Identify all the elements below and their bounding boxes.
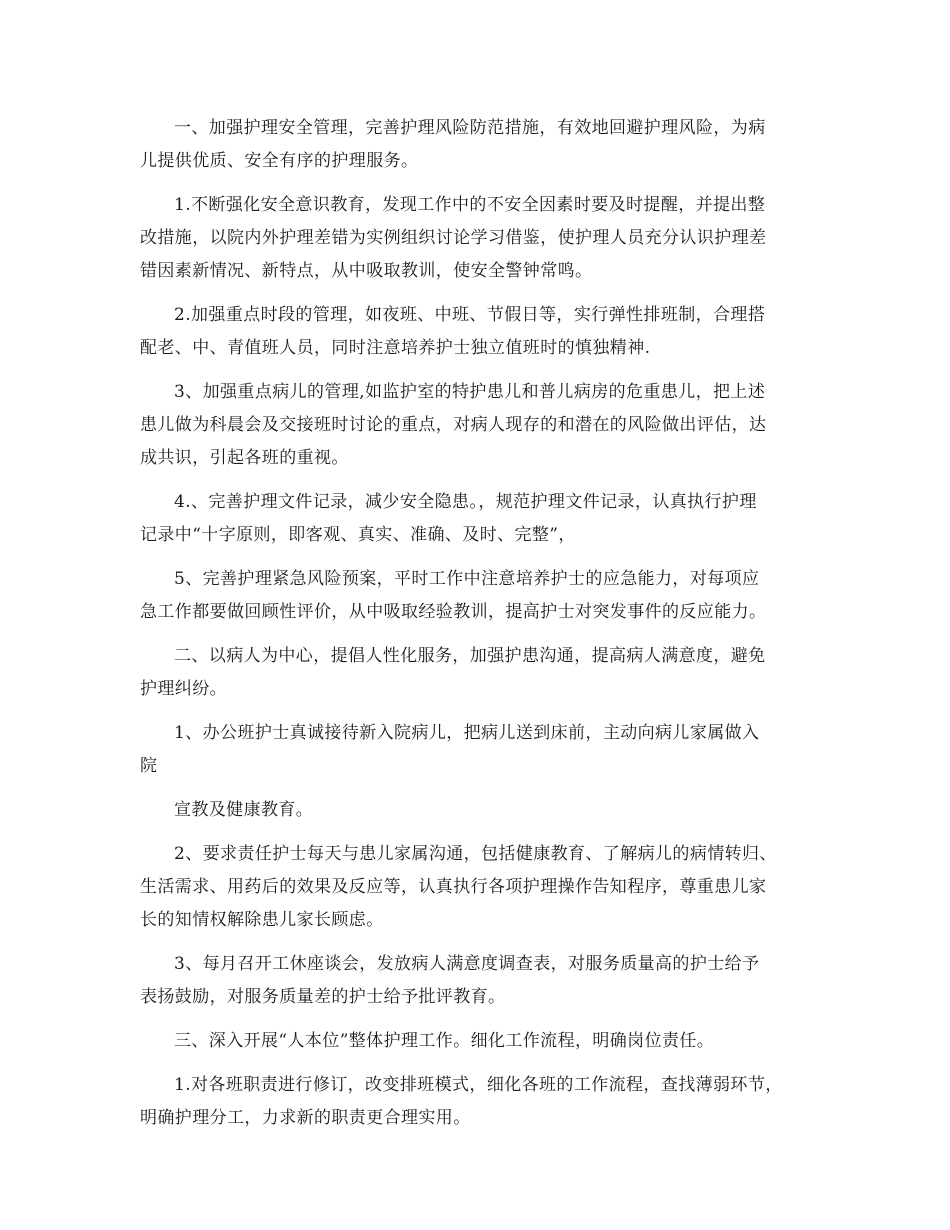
- text-line: 错因素新情况、新特点，从中吸取教训，使安全警钟常鸣。: [140, 261, 593, 281]
- paragraph-section-1-heading: [140, 112, 820, 178]
- paragraph-item-1-5: [140, 563, 820, 629]
- text-line: 一、加强护理安全管理，完善护理风险防范措施，有效地回避护理风险，为病: [174, 118, 766, 138]
- text-line: 院: [140, 756, 158, 776]
- text-line: 5、完善护理紧急风险预案，平时工作中注意培养护士的应急能力，对每项应: [174, 569, 760, 589]
- paragraph-item-2-2: [140, 838, 820, 937]
- text-line: 3、每月召开工休座谈会，发放病人满意度调查表，对服务质量高的护士给予: [174, 954, 760, 974]
- text-line: 4.、完善护理文件记录，减少安全隐患。，规范护理文件记录，认真执行护理: [174, 492, 757, 512]
- text-line: 生活需求、用药后的效果及反应等，认真执行各项护理操作告知程序，尊重患儿家: [140, 877, 767, 897]
- text-line: 2、要求责任护士每天与患儿家属沟通，包括健康教育、了解病儿的病情转归、: [174, 844, 777, 864]
- text-line: 表扬鼓励，对服务质量差的护士给予批评教育。: [140, 987, 506, 1007]
- text-line: 1.对各班职责进行修订，改变排班模式，细化各班的工作流程，查找薄弱环节，: [174, 1075, 783, 1095]
- text-line: 成共识，引起各班的重视。: [140, 448, 349, 468]
- paragraph-item-1-1: [140, 189, 820, 288]
- text-line: 明确护理分工，力求新的职责更合理实用。: [140, 1108, 471, 1128]
- text-line: 宣教及健康教育。: [174, 800, 314, 820]
- text-line: 儿提供优质、安全有序的护理服务。: [140, 151, 419, 171]
- text-line: 急工作都要做回顾性评价，从中吸取经验教训，提高护士对突发事件的反应能力。: [140, 602, 767, 622]
- document-body: [140, 112, 820, 1146]
- paragraph-section-3-heading: [140, 1025, 820, 1058]
- text-line: 长的知情权解除患儿家长顾虑。: [140, 910, 384, 930]
- paragraph-item-3-1: [140, 1069, 820, 1135]
- text-line: 护理纠纷。: [140, 679, 227, 699]
- text-line: 1.不断强化安全意识教育，发现工作中的不安全因素时要及时提醒，并提出整: [174, 195, 766, 215]
- paragraph-item-1-3: [140, 376, 820, 475]
- text-line: 记录中“十字原则，即客观、真实、准确、及时、完整”，: [140, 525, 576, 545]
- text-line: 3、加强重点病儿的管理,如监护室的特护患儿和普儿病房的危重患儿，把上述: [174, 382, 766, 402]
- text-line: 2.加强重点时段的管理，如夜班、中班、节假日等，实行弹性排班制，合理搭: [174, 305, 766, 325]
- text-line: 配老、中、青值班人员，同时注意培养护士独立值班时的慎独精神.: [140, 338, 651, 358]
- paragraph-item-2-1-continued: [140, 794, 820, 827]
- text-line: 患儿做为科晨会及交接班时讨论的重点，对病人现存的和潜在的风险做出评估，达: [140, 415, 767, 435]
- text-line: 三、深入开展“人本位”整体护理工作。细化工作流程，明确岗位责任。: [174, 1031, 715, 1051]
- paragraph-item-1-2: [140, 299, 820, 365]
- text-line: 改措施，以院内外护理差错为实例组织讨论学习借鉴，使护理人员充分认识护理差: [140, 228, 767, 248]
- paragraph-section-2-heading: [140, 640, 820, 706]
- text-line: 1、办公班护士真诚接待新入院病儿，把病儿送到床前，主动向病儿家属做入: [174, 723, 760, 743]
- paragraph-item-2-1: [140, 717, 820, 783]
- paragraph-item-2-3: [140, 948, 820, 1014]
- text-line: 二、以病人为中心，提倡人性化服务，加强护患沟通，提高病人满意度，避免: [174, 646, 766, 666]
- paragraph-item-1-4: [140, 486, 820, 552]
